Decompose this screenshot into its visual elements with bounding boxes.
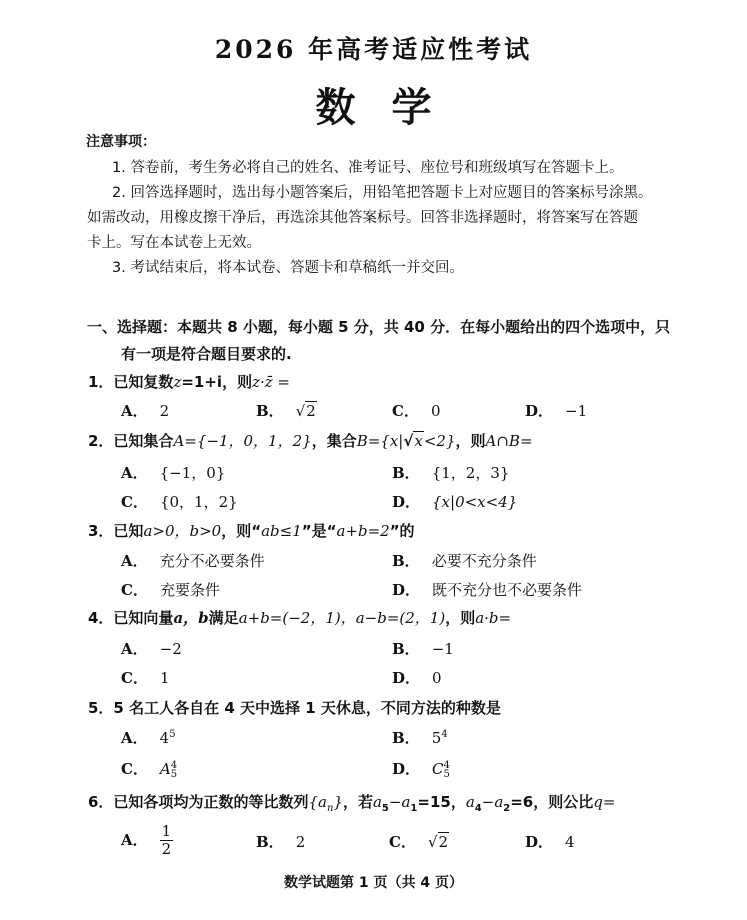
q5-option-c-base: A [159,760,171,778]
q3-mid-1: ，则“ [221,522,262,540]
q5-option-c-sub: 5 [170,769,178,780]
q5-option-d-sub: 5 [443,769,450,780]
q5-option-d-base: C [432,760,444,778]
q5-option-b [392,727,448,748]
q6-option-b-label: B． [256,833,284,851]
q1-option-b-label: B． [256,402,284,420]
q6-option-a-numerator: 1 [161,822,172,840]
sqrt-symbol: √2 [295,402,316,420]
q4-option-c-text: 1 [159,669,170,687]
q1-option-c-text: 0 [430,402,441,420]
q2-tail: ，则 [455,432,486,450]
q1-option-d-label: D． [525,402,554,420]
notice-item-1: 1. 答卷前，考生务必将自己的姓名、准考证号、座位号和班级填写在答题卡上。 [112,160,624,176]
q5-option-d [392,758,450,779]
q3-option-a-text: 充分不必要条件 [159,552,265,570]
q2-option-a-text: {−1，0} [159,464,226,482]
q4-vectors: a，b [173,609,209,627]
subject-title: 数学 [315,84,468,131]
q2-option-d-label: D． [392,493,421,511]
section-1-heading-line-1: 一、选择题：本题共 8 小题，每小题 5 分，共 40 分．在每小题给出的四个选项中，只 [87,318,671,336]
q6-ask: q= [593,793,616,811]
q1-option-c-label: C． [392,402,419,420]
q3-q: a+b=2 [336,522,390,540]
q2-option-a-label: A． [121,464,148,482]
q3-option-d [392,579,582,600]
q4-option-b-text: −1 [431,640,454,658]
section-1-heading-line-2: 有一项是符合题目要求的. [121,345,292,363]
q2-option-c-text: {0，1，2} [159,493,238,511]
q6-c2-value: =6 [510,793,534,811]
q6-seq: {a [308,793,327,811]
q5-option-d-indices [444,761,450,779]
q6-option-d [525,831,575,852]
q4-option-a [121,638,182,659]
question-4-stem [88,607,511,628]
q4-option-a-label: A． [121,640,148,658]
q2-option-c-label: C． [121,493,148,511]
q3-option-b-text: 必要不充分条件 [431,552,537,570]
q6-c2-sub2: 2 [503,803,511,814]
notice-heading: 注意事项： [86,134,156,150]
q6-option-a-label: A． [121,830,148,849]
q4-option-c-label: C． [121,669,148,687]
q2-option-d [392,491,517,512]
q6-option-a-denominator: 2 [161,840,172,858]
q6-c2-sub: 4 [474,803,482,814]
q3-option-a [121,550,265,571]
q4-option-c [121,667,170,688]
q6-c1-minus: −a [388,793,411,811]
sqrt-symbol: √2 [427,833,449,851]
q3-option-b [392,550,537,571]
q6-seq-close: } [333,793,343,811]
q3-option-c-label: C． [121,581,148,599]
q1-option-d [525,400,587,421]
question-6-stem [88,791,615,814]
q6-seq-sub: n [326,803,334,814]
q6-option-c-label: C． [389,833,416,851]
q1-option-a-text: 2 [159,402,170,420]
q5-option-c [121,758,177,779]
q1-option-a [121,400,169,421]
q1-eq: =1+i，则 [181,373,253,391]
q2-set-a: A={−1，0，1，2} [173,432,312,450]
q6-option-b-text: 2 [295,833,306,851]
q6-option-b [256,831,305,852]
q2-set-b-pre: B={x| [356,432,404,450]
q4-prefix: 4．已知向量 [88,609,174,627]
q1-option-d-text: −1 [565,402,588,420]
q2-ask: A∩B= [485,432,533,450]
notice-item-2-line-2: 如需改动，用橡皮擦干净后，再选涂其他答案标号。回答非选择题时，将答案写在答题 [87,210,638,226]
q5-option-b-exponent: 4 [441,729,448,740]
q2-mid: ，集合 [311,432,357,450]
sqrt-symbol: √x [403,432,423,450]
q5-option-c-indices [171,761,177,779]
q6-c1-sub2: 1 [410,803,418,814]
q2-option-d-text: {x|0<x<4} [432,493,518,511]
q6-option-d-label: D． [525,833,554,851]
exam-title: 2026 年高考适应性考试 [214,35,533,64]
q2-option-a [121,462,225,483]
q4-option-d-text: 0 [432,669,442,687]
q2-option-b-label: B． [392,464,420,482]
q3-prefix: 3．已知 [88,522,144,540]
q1-option-a-label: A． [121,402,148,420]
q4-mid: 满足 [208,609,239,627]
q3-option-d-text: 既不充分也不必要条件 [432,581,583,599]
question-2-stem [88,430,533,451]
notice-item-3: 3. 考试结束后，将本试卷、答题卡和草稿纸一并交回。 [112,260,464,276]
q4-option-b [392,638,454,659]
q3-condition: a>0，b>0 [143,522,222,540]
q5-option-a-base: 4 [159,729,170,747]
q5-option-c-label: C． [121,760,148,778]
q4-option-d [392,667,442,688]
q4-tail: ，则 [445,609,476,627]
q6-c2-a: a [465,793,475,811]
q2-prefix: 2．已知集合 [88,432,174,450]
q5-option-b-base: 5 [431,729,442,747]
q4-conditions: a+b=(−2，1)，a−b=(2，1) [238,609,446,627]
q4-option-a-text: −2 [159,640,182,658]
notice-item-2-line-1: 2. 回答选择题时，选出每小题答案后，用铅笔把答题卡上对应题目的答案标号涂黑。 [112,185,653,201]
q6-option-a-fraction [160,823,174,858]
q6-option-c [389,831,449,852]
q6-tail: ，则公比 [533,793,594,811]
q5-option-a-label: A． [121,729,148,747]
q2-set-b-post: <2} [423,432,456,450]
notice-item-2-line-3: 卡上。写在本试卷上无效。 [87,235,261,251]
q6-prefix: 6．已知各项均为正数的等比数列 [88,793,309,811]
q3-option-b-label: B． [392,552,420,570]
q1-prefix: 1．已知复数 [88,373,174,391]
q2-set-b-radicand: x [414,432,423,450]
q1-z: z [173,373,182,391]
q2-option-b [392,462,509,483]
q6-option-d-text: 4 [565,833,575,851]
question-5-stem: 5．5 名工人各自在 4 天中选择 1 天休息，不同方法的种数是 [88,699,501,717]
q5-option-a-exponent: 5 [169,729,176,740]
q6-c2-minus: −a [481,793,504,811]
q6-mid: ，若 [342,793,373,811]
q6-c1-a: a [372,793,382,811]
q3-option-a-label: A． [121,552,148,570]
q6-option-a [121,823,173,858]
q5-option-c-sup: 4 [170,760,178,771]
q4-option-b-label: B． [392,640,420,658]
q5-option-b-label: B． [392,729,420,747]
q1-option-b-text: 2 [306,402,316,420]
q4-ask: a·b= [475,609,512,627]
q1-option-b [256,400,317,421]
question-3-stem [88,520,415,541]
q2-option-b-text: {1，2，3} [431,464,510,482]
q3-option-c [121,579,220,600]
q6-option-c-text: 2 [438,833,449,851]
question-1-stem [88,371,290,392]
q6-c1-sub: 5 [381,803,389,814]
q5-option-d-label: D． [392,760,421,778]
q3-option-d-label: D． [392,581,421,599]
q4-option-d-label: D． [392,669,421,687]
q1-option-c [392,400,441,421]
page-footer: 数学试题第 1 页（共 4 页） [284,875,463,891]
q2-option-c [121,491,238,512]
q3-p: ab≤1 [261,522,302,540]
q5-option-d-sup: 4 [443,760,450,771]
q3-tail: ”的 [389,522,415,540]
q1-expr: z·z̄ = [252,373,290,391]
q3-option-c-text: 充要条件 [159,581,220,599]
q6-c1-value: =15， [417,793,466,811]
q3-mid-2: ”是“ [301,522,337,540]
q5-option-a [121,727,176,748]
